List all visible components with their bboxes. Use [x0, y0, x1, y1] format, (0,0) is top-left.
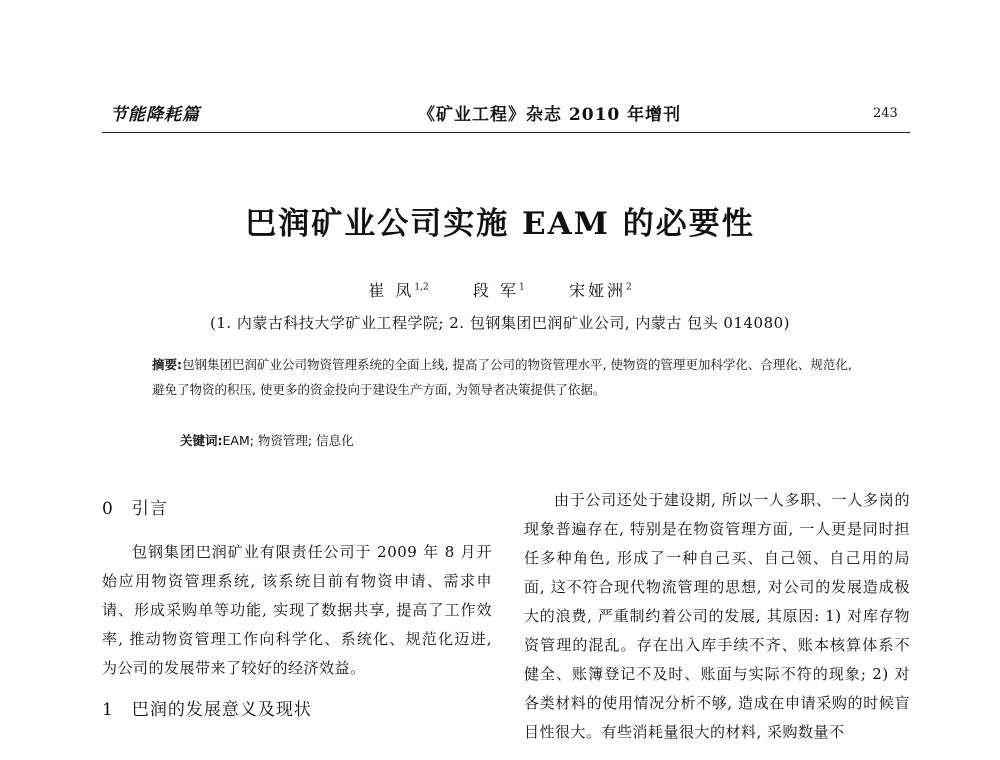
author-name: 宋娅洲	[568, 281, 626, 300]
section-number: 1	[102, 700, 114, 720]
header-rule	[102, 132, 910, 133]
author-name: 段 军	[472, 281, 520, 300]
keywords-text: EAM; 物资管理; 信息化	[222, 433, 354, 448]
abstract-text: 包钢集团巴润矿业公司物资管理系统的全面上线, 提高了公司的物资管理水平, 使物资的管理更加科学化、合理化、规范化, 避免了物资的积压, 使更多的资金投向于建设生产方面, 为领导者决策提供了依据。	[152, 357, 852, 397]
intro-paragraph: 包钢集团巴润矿业有限责任公司于 2009 年 8 月开始应用物资管理系统, 该系统目前有物资申请、需求申请、形成采购单等功能, 实现了数据共享, 提高了工作效率, 推动物资管理工作向科学化、系统化、规范化迈进, 为公司的发展带来了较好的经济效益。	[102, 543, 492, 677]
right-column	[524, 486, 910, 747]
author-name: 崔 凤	[368, 281, 415, 300]
section-heading-introduction	[102, 492, 492, 526]
section-title: 巴润的发展意义及现状	[131, 700, 312, 720]
left-column	[102, 492, 492, 727]
paper-title: 巴润矿业公司实施 EAM 的必要性	[245, 206, 755, 242]
author-affil-mark: 1	[519, 282, 525, 293]
section-number: 0	[102, 499, 114, 519]
keywords	[180, 431, 354, 449]
section-label: 节能降耗篇	[110, 105, 200, 125]
keywords-label: 关键词:	[180, 433, 223, 448]
section-title: 引言	[131, 499, 168, 519]
affiliation: (1. 内蒙古科技大学矿业工程学院; 2. 包钢集团巴润矿业公司, 内蒙古 包头 014080)	[209, 314, 791, 332]
body-paragraph: 由于公司还处于建设期, 所以一人多职、一人多岗的现象普遍存在, 特别是在物资管理方面, 一人更是同时担任多种角色, 形成了一种自己买、自己领、自己用的局面, 这不符合现代物流管理的思想, 对公司的发展造成极大的浪费, 严重制约着公司的发展, 其原因: 1) 对库存物资管理的混乱。存在出入库手续不齐、账本核算体系不健全、账簿登记不及时、账面与实际不符的现象; 2) 对各类材料的使用情况分析不够, 造成在申请采购的时候盲目性很大。有些消耗量很大的材料, 采购数量不	[524, 491, 910, 741]
page-number: 243	[873, 106, 898, 121]
author-affil-mark: 2	[625, 282, 632, 293]
section-heading-development	[102, 693, 492, 727]
journal-name: 《矿业工程》杂志 2010 年增刊	[418, 105, 682, 125]
author-affil-mark: 1,2	[414, 282, 429, 293]
authors-line	[0, 278, 1000, 301]
abstract	[152, 352, 862, 402]
abstract-label: 摘要:	[152, 357, 182, 372]
